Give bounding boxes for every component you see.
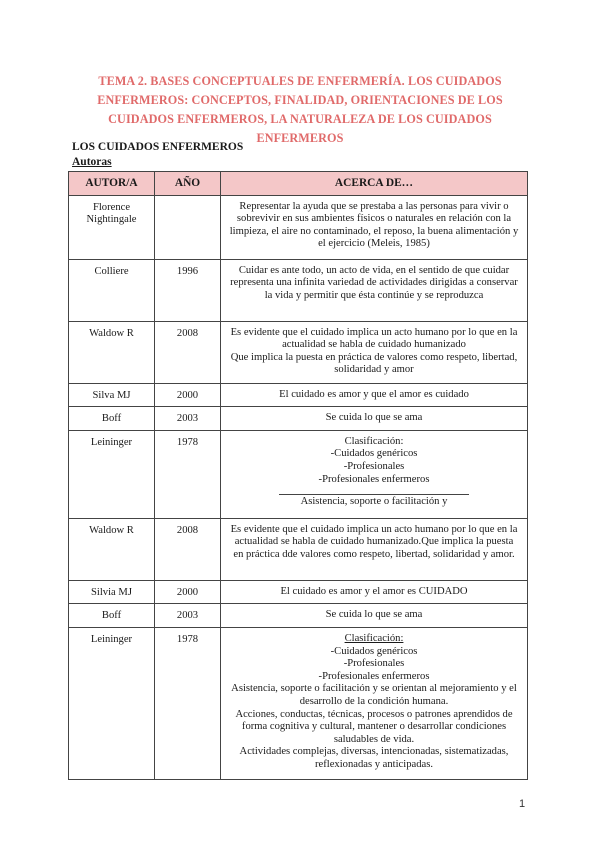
horizontal-rule [279, 494, 469, 495]
author-cell: Waldow R [69, 518, 155, 580]
about-cell: Clasificación: -Cuidados genéricos -Profesionales -Profesionales enfermeros Asistencia, soporte o facilitación y se orientan al mejoramiento y el desarrollo de la condición humana. Acciones, conductas, técnicas, procesos o patrones aprendidos de forma cognitiva y cultural, mantener o desarrollar condiciones saludables de vida. Actividades complejas, diversas, intencionadas, sistematizadas, reflexionadas y anticipadas. [221, 627, 528, 779]
author-cell: Leininger [69, 430, 155, 518]
year-cell: 2008 [155, 321, 221, 383]
about-cell: El cuidado es amor y el amor es CUIDADO [221, 580, 528, 604]
header-author: AUTOR/A [69, 172, 155, 196]
table-row [69, 518, 528, 580]
authors-table [68, 171, 528, 780]
year-cell: 2003 [155, 407, 221, 431]
year-cell: 1978 [155, 627, 221, 779]
author-cell: Boff [69, 407, 155, 431]
author-cell: Silva MJ [69, 383, 155, 407]
author-cell: Colliere [69, 259, 155, 321]
author-cell: Boff [69, 604, 155, 628]
table-header-row [69, 172, 528, 196]
table-row [69, 259, 528, 321]
document-title: TEMA 2. BASES CONCEPTUALES DE ENFERMERÍA. LOS CUIDADOS ENFERMEROS: CONCEPTOS, FINALIDAD, ORIENTACIONES DE LOS CUIDADOS ENFERMEROS, LA NATURALEZA DE LOS CUIDADOS ENFERMEROS [97, 74, 503, 145]
author-cell: Waldow R [69, 321, 155, 383]
about-cell: Es evidente que el cuidado implica un acto humano por lo que en la actualidad se habla de cuidado humanizado Que implica la puesta en práctica de valores como respeto, libertad, solidaridad y amor [221, 321, 528, 383]
about-cell: Se cuida lo que se ama [221, 407, 528, 431]
year-cell: 1996 [155, 259, 221, 321]
section-heading: LOS CUIDADOS ENFERMEROS [72, 141, 244, 153]
header-about: ACERCA DE… [221, 172, 528, 196]
table-row [69, 321, 528, 383]
year-cell: 2000 [155, 580, 221, 604]
about-cell: Clasificación: -Cuidados genéricos -Profesionales -Profesionales enfermeros Asistencia, soporte o facilitación y [221, 430, 528, 518]
author-cell: Leininger [69, 627, 155, 779]
author-cell: Florence Nightingale [69, 195, 155, 259]
about-cell: El cuidado es amor y que el amor es cuidado [221, 383, 528, 407]
subsection-heading: Autoras [72, 156, 112, 168]
table-row [69, 195, 528, 259]
table-row [69, 580, 528, 604]
about-cell: Cuidar es ante todo, un acto de vida, en el sentido de que cuidar representa una infinita variedad de actividades dirigidas a conservar la vida y permitir que ésta continúe y se reproduzca [221, 259, 528, 321]
table-row [69, 407, 528, 431]
author-cell: Silvia MJ [69, 580, 155, 604]
year-cell: 1978 [155, 430, 221, 518]
about-cell: Se cuida lo que se ama [221, 604, 528, 628]
table-row [69, 430, 528, 518]
about-cell: Es evidente que el cuidado implica un acto humano por lo que en la actualidad se habla de cuidado humanizado.Que implica la puesta en práctica dde valores como respeto, libertad, solidaridad y amor. [221, 518, 528, 580]
header-year: AÑO [155, 172, 221, 196]
year-cell: 2003 [155, 604, 221, 628]
year-cell: 2008 [155, 518, 221, 580]
table-row [69, 627, 528, 779]
year-cell: 2000 [155, 383, 221, 407]
table-row [69, 604, 528, 628]
about-cell: Representar la ayuda que se prestaba a las personas para vivir o sobrevivir en sus ambientes físicos o naturales en relación con la limpieza, el aire no contaminado, el reposo, la buena alimentación y el ejercicio (Meleis, 1985) [221, 195, 528, 259]
year-cell [155, 195, 221, 259]
table-row [69, 383, 528, 407]
page-number: 1 [519, 798, 526, 810]
